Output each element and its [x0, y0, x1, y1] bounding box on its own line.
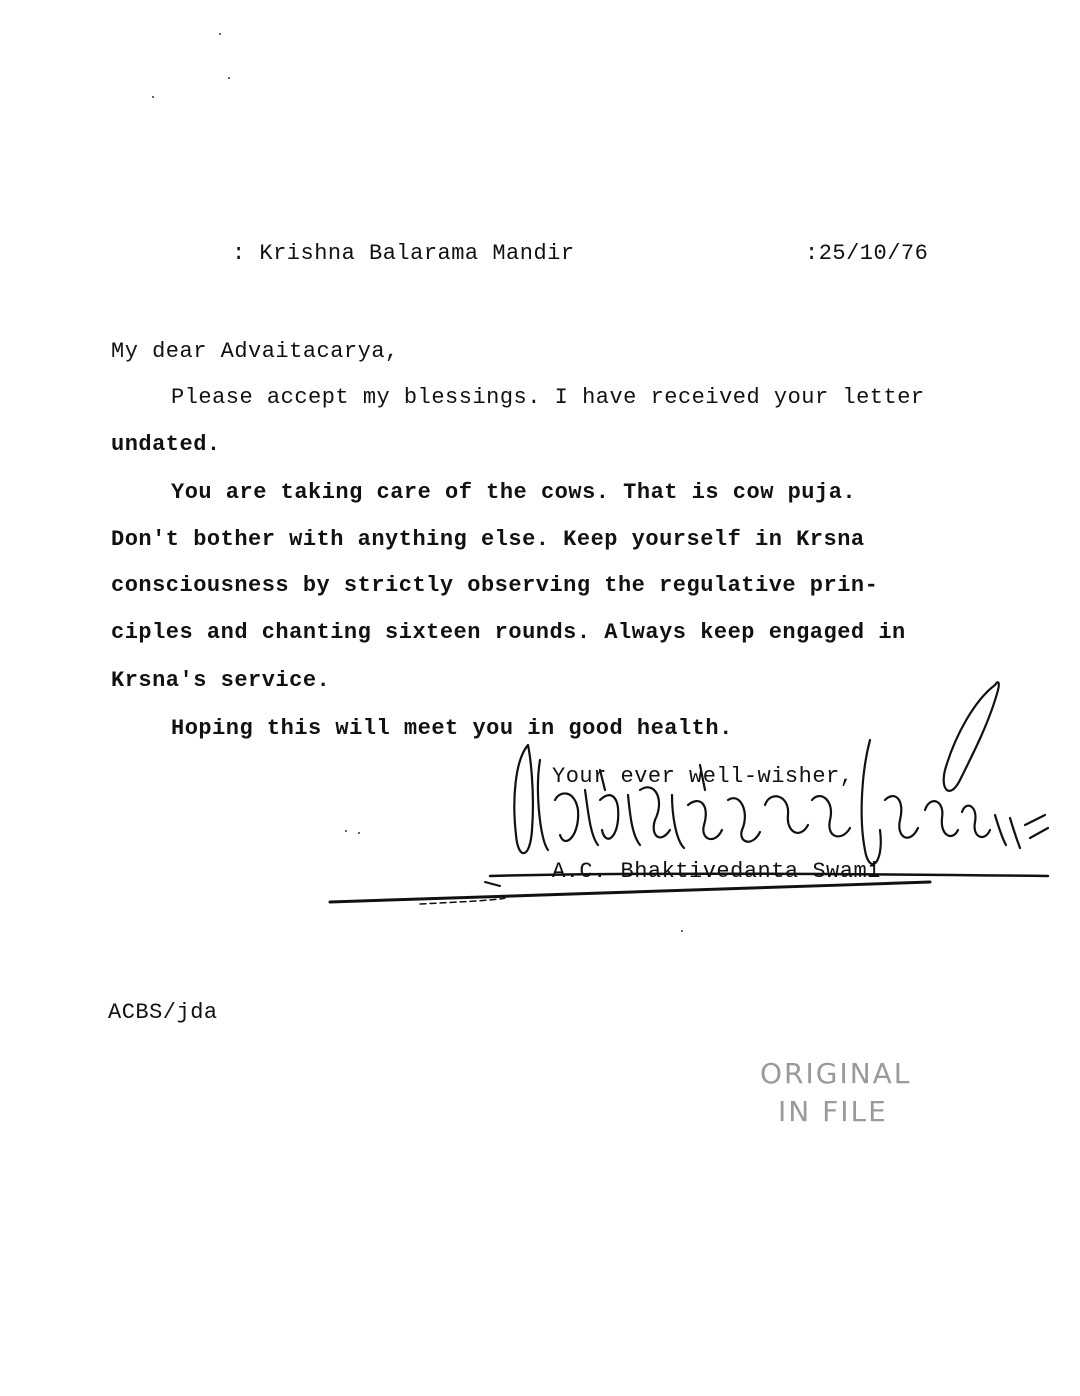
signature-swash [330, 882, 930, 902]
valediction: Your ever well-wisher, [552, 764, 854, 789]
signature-stroke [1025, 815, 1045, 825]
reference-initials: ACBS/jda [108, 1000, 218, 1025]
dust-speck [358, 832, 360, 834]
body-line: consciousness by strictly observing the regulative prin- [111, 573, 879, 598]
letter-date: :25/10/76 [805, 241, 929, 266]
signature-stroke [812, 796, 850, 836]
dust-speck [152, 96, 154, 98]
signature-stroke [728, 798, 760, 842]
signature-stroke [672, 795, 684, 848]
signature-stroke [862, 740, 881, 864]
body-line: undated. [111, 432, 221, 457]
signature-stroke [628, 795, 640, 845]
dust-speck [345, 830, 347, 832]
body-line: You are taking care of the cows. That is cow puja. [171, 480, 857, 505]
dust-speck [681, 930, 683, 932]
body-line: Krsna's service. [111, 668, 331, 693]
body-line: ciples and chanting sixteen rounds. Always keep engaged in [111, 620, 906, 645]
signature-stroke [962, 806, 990, 837]
signature-stroke [925, 801, 958, 836]
stamp-line: IN FILE [778, 1095, 888, 1128]
body-line: Don't bother with anything else. Keep yourself in Krsna [111, 527, 865, 552]
dust-speck [219, 33, 221, 35]
letter-location: : Krishna Balarama Mandir [232, 241, 575, 266]
signature-stroke [514, 745, 533, 853]
salutation: My dear Advaitacarya, [111, 339, 399, 364]
signature-stroke [765, 796, 808, 833]
signature-stroke [555, 793, 578, 841]
signature-stroke [640, 787, 670, 837]
signature-stroke [538, 760, 548, 850]
signatory-name: A.C. Bhaktivedanta Swami [552, 859, 881, 884]
signature-swash [420, 898, 505, 904]
body-line: Hoping this will meet you in good health. [171, 716, 733, 741]
dust-speck [228, 77, 230, 79]
signature-stroke [944, 682, 999, 791]
body-line: Please accept my blessings. I have received your letter [171, 385, 925, 410]
stamp-line: ORIGINAL [760, 1057, 912, 1090]
signature-swash [485, 882, 500, 886]
signature-stroke [1010, 818, 1020, 848]
signature-stroke [688, 801, 722, 839]
signature-stroke [885, 796, 918, 838]
signature-stroke [995, 815, 1006, 845]
signature-stroke [600, 795, 618, 839]
signature-stroke [1030, 828, 1048, 838]
signature-stroke [585, 790, 598, 845]
